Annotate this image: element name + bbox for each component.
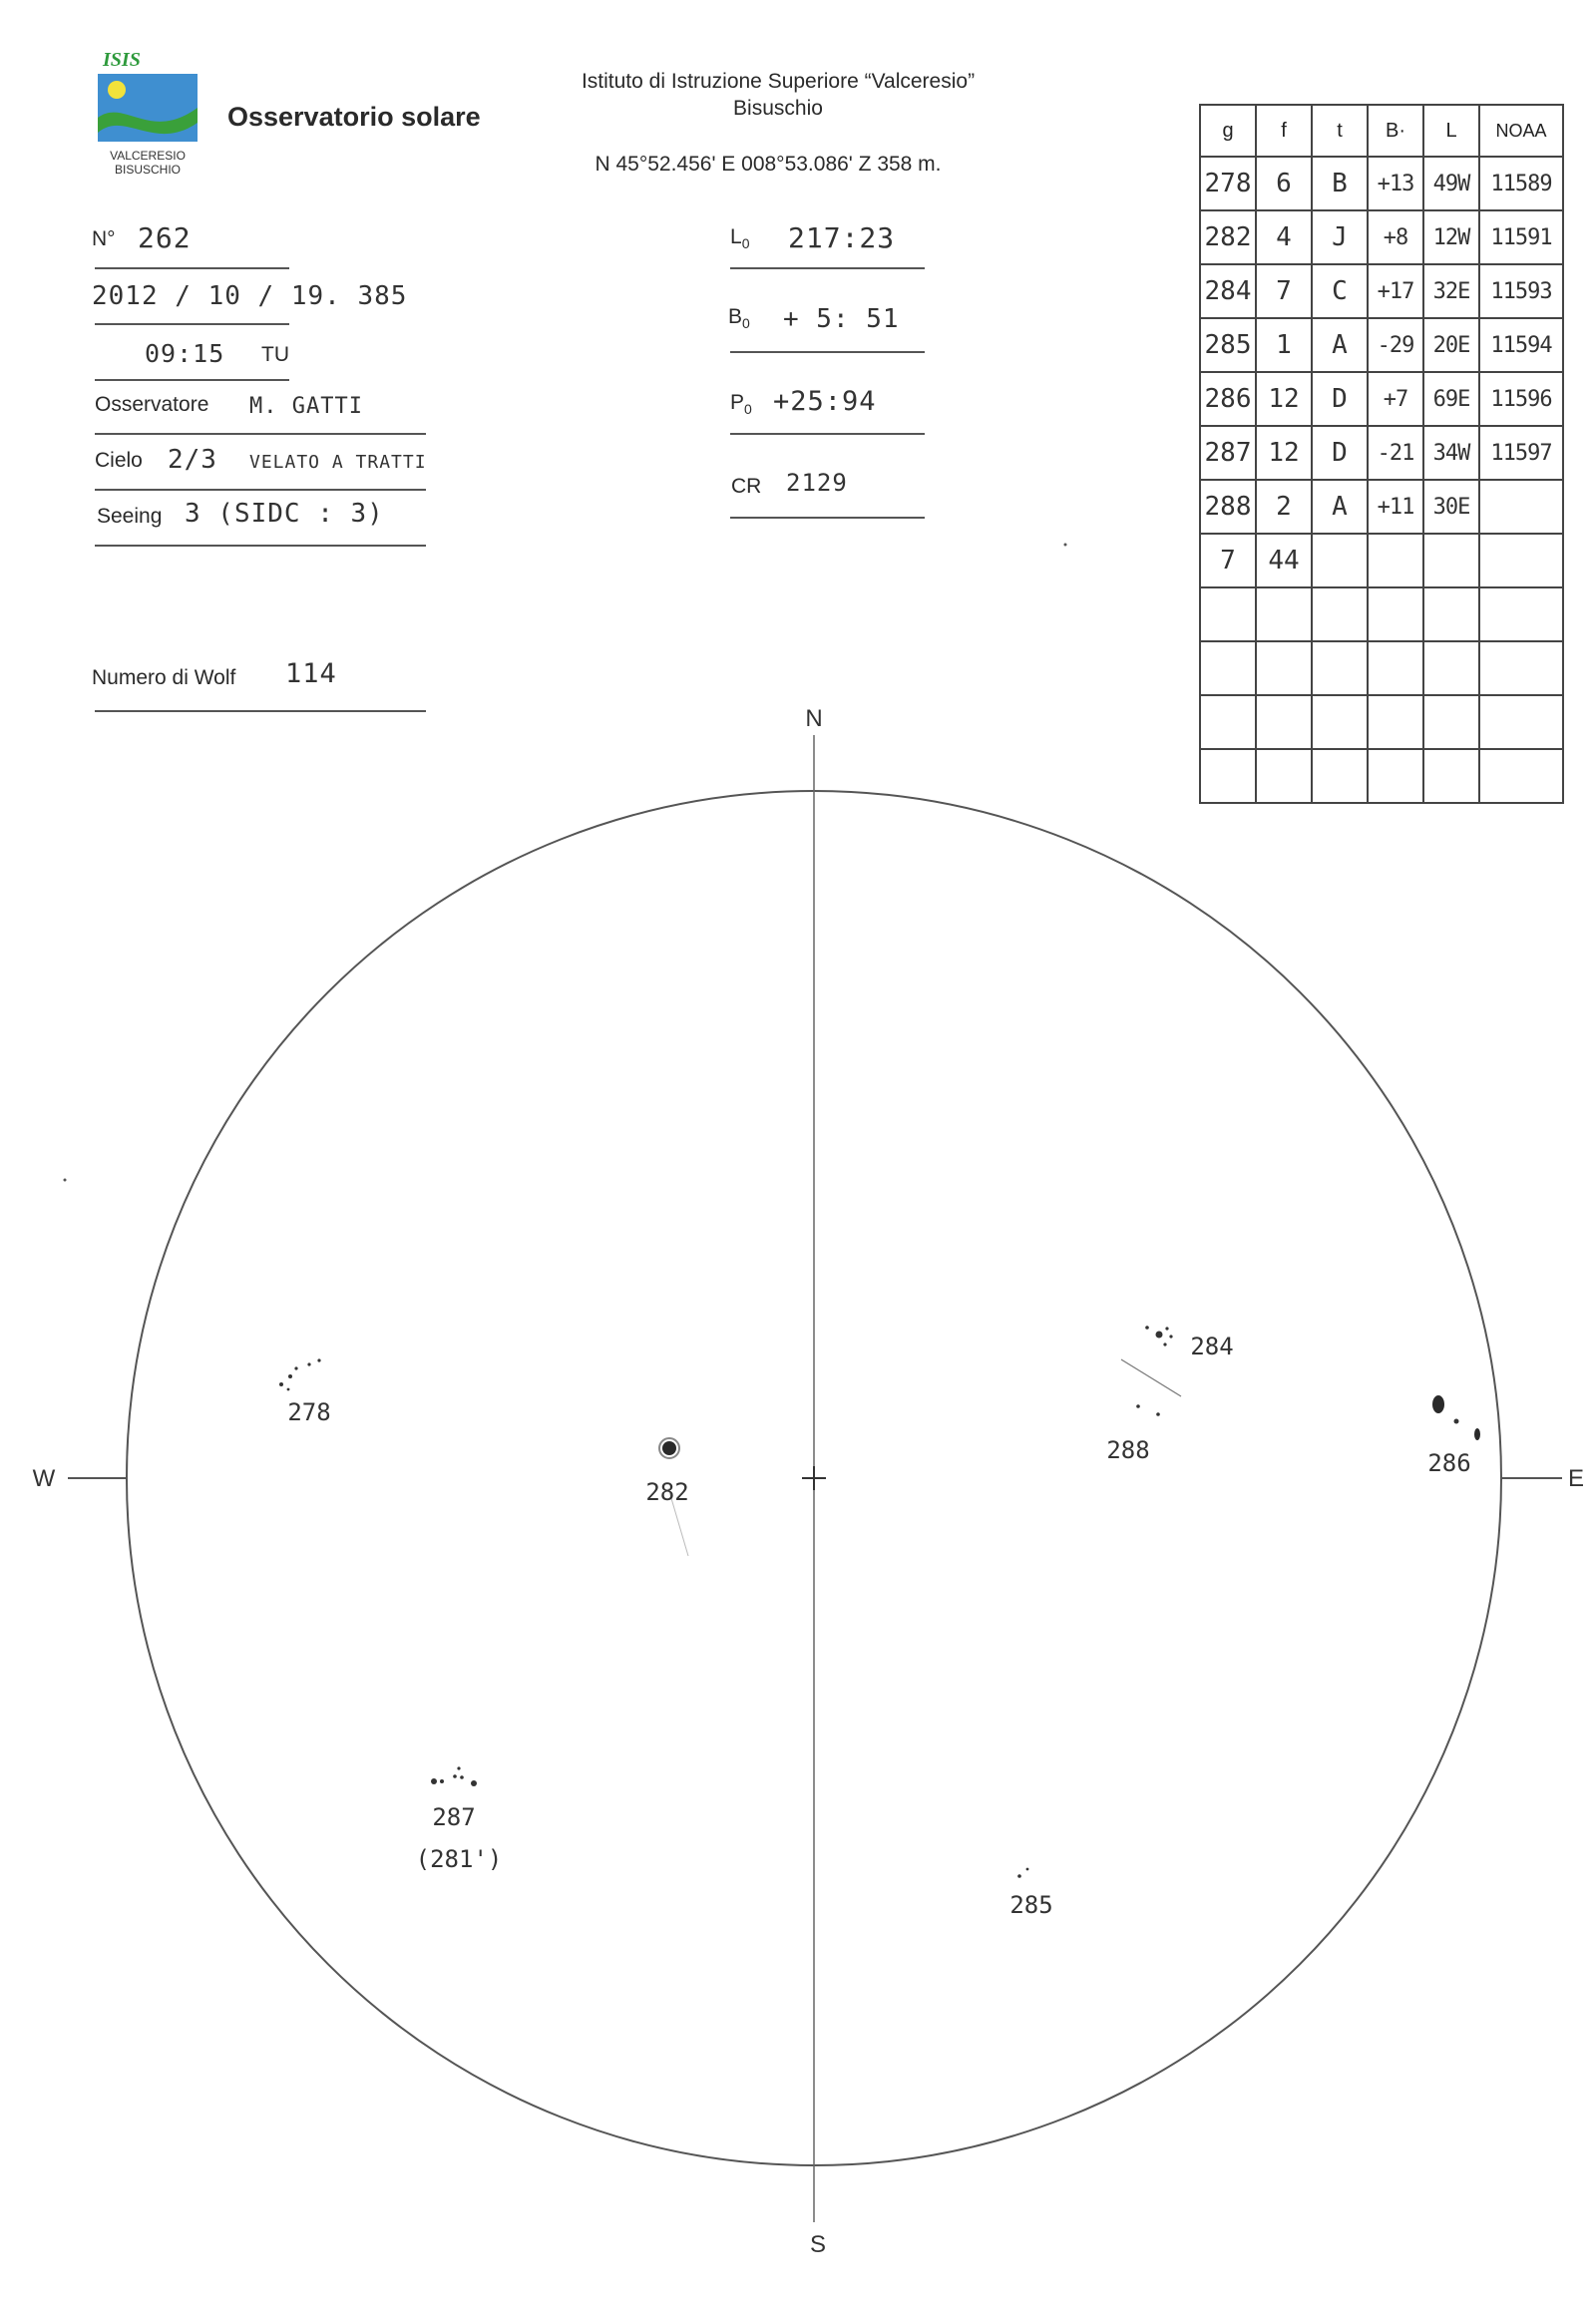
table-cell: 20E [1423,318,1479,372]
observer-label: Osservatore [95,393,209,416]
p0-value: +25:94 [773,386,877,417]
table-cell: 44 [1256,534,1312,587]
time-value: 09:15 [145,339,225,368]
stray-dot [64,1179,67,1182]
group-label-287-alt: (281') [415,1845,503,1873]
table-cell: -21 [1368,426,1423,480]
institute-name: Istituto di Istruzione Superiore “Valceresio” [581,70,976,93]
table-cell: 288 [1200,480,1256,534]
table-cell: 30E [1423,480,1479,534]
spot [471,1780,477,1786]
table-cell: 1 [1256,318,1312,372]
table-cell: B [1312,157,1368,210]
spot [1474,1428,1480,1440]
l0-value: 217:23 [788,221,896,254]
group-282-spots [659,1438,679,1458]
spot [1156,1412,1160,1416]
date-value: 2012 / 10 / 19. 385 [92,281,408,311]
stray-dot [1064,544,1067,547]
table-cell: 278 [1200,157,1256,210]
table-cell: 11594 [1479,318,1563,372]
table-cell: 2 [1256,480,1312,534]
observatory-coordinates: N 45°52.456' E 008°53.086' Z 358 m. [595,153,942,176]
spot [1026,1868,1029,1871]
observatory-title: Osservatorio solare [227,102,481,132]
sky-value: 2/3 [168,445,217,475]
spot [1169,1335,1172,1338]
spot [453,1774,457,1778]
table-cell: C [1312,264,1368,318]
group-285-spots [1017,1868,1028,1878]
table-cell: 7 [1200,534,1256,587]
table-cell: 34W [1423,426,1479,480]
logo-brand-text: ISIS [103,49,141,71]
spot [460,1775,464,1779]
spot [288,1374,292,1378]
group-label-278: 278 [287,1398,331,1426]
east-label: E [1567,1465,1585,1492]
group-287-spots [431,1766,477,1786]
group-label-288: 288 [1106,1436,1150,1464]
seeing-label: Seeing [97,505,163,528]
cr-label: CR [731,475,762,498]
spot [1454,1419,1459,1424]
observer-value: M. GATTI [249,394,363,419]
spot [287,1388,290,1391]
table-cell: 11591 [1479,210,1563,264]
table-cell: 11589 [1479,157,1563,210]
b0-value: + 5: 51 [783,304,900,334]
logo-school-text: VALCERESIO [110,149,186,163]
table-cell: 284 [1200,264,1256,318]
table-cell: 286 [1200,372,1256,426]
spot [440,1779,444,1783]
north-label: N [805,705,823,732]
table-cell: 32E [1423,264,1479,318]
group-label-287: 287 [432,1803,476,1831]
table-cell: D [1312,426,1368,480]
wolf-number-label: Numero di Wolf [92,666,236,689]
table-cell: +7 [1368,372,1423,426]
table-cell: +17 [1368,264,1423,318]
group-label-284: 284 [1190,1333,1234,1360]
sky-label: Cielo [95,449,143,472]
table-cell: D [1312,372,1368,426]
group-284-orientation-line [1121,1359,1181,1396]
group-286-spots [1432,1395,1480,1440]
table-cell: +8 [1368,210,1423,264]
table-cell: +13 [1368,157,1423,210]
spot [294,1366,297,1369]
b0-label: $B_0$ [728,305,750,331]
group-278-spots [279,1358,321,1390]
spot [1163,1343,1166,1346]
table-cell: 6 [1256,157,1312,210]
spot [1156,1332,1163,1339]
table-cell: 12 [1256,426,1312,480]
table-cell: 11593 [1479,264,1563,318]
seeing-value: 3 (SIDC : 3) [185,499,384,529]
table-header-cell: g [1200,105,1256,157]
table-header-cell: L [1423,105,1479,157]
table-cell: 49W [1423,157,1479,210]
west-label: W [32,1465,56,1492]
spot [307,1362,310,1365]
table-cell: -29 [1368,318,1423,372]
table-header-cell: f [1256,105,1312,157]
table-cell: 11597 [1479,426,1563,480]
table-header-cell: t [1312,105,1368,157]
svg-text:BISUSCHIO: BISUSCHIO [114,163,182,177]
spot [662,1441,676,1455]
spot [1165,1327,1168,1330]
spot [1145,1326,1149,1330]
time-unit: TU [261,343,289,366]
table-header-cell: NOAA [1479,105,1563,157]
table-cell: 285 [1200,318,1256,372]
table-cell: A [1312,318,1368,372]
number-value: 262 [138,221,192,254]
spot [1432,1395,1444,1413]
table-cell: A [1312,480,1368,534]
spot [431,1778,437,1784]
table-cell: 69E [1423,372,1479,426]
table-cell: +11 [1368,480,1423,534]
p0-label: $P_0$ [730,391,752,417]
group-label-286: 286 [1427,1449,1471,1477]
south-label: S [809,2231,827,2258]
table-header-cell: B· [1368,105,1423,157]
spot [1017,1874,1021,1878]
table-cell: 11596 [1479,372,1563,426]
group-label-285: 285 [1009,1891,1053,1919]
table-cell: 4 [1256,210,1312,264]
group-288-spots [1136,1404,1160,1416]
table-cell: 12 [1256,372,1312,426]
table-cell: 7 [1256,264,1312,318]
table-cell: J [1312,210,1368,264]
spot [457,1766,460,1769]
group-label-282: 282 [645,1478,689,1506]
spot [279,1382,283,1386]
table-cell: 287 [1200,426,1256,480]
institute-town: Bisuschio [733,97,823,120]
cr-value: 2129 [786,469,848,497]
table-cell: 12W [1423,210,1479,264]
table-cell: 282 [1200,210,1256,264]
sky-note: VELATO A TRATTI [249,452,427,473]
wolf-number-value: 114 [285,658,337,689]
spot [1136,1404,1140,1408]
number-label: N° [92,227,116,250]
spot [317,1358,320,1361]
group-284-spots [1145,1326,1172,1346]
l0-label: $L_0$ [730,225,750,251]
